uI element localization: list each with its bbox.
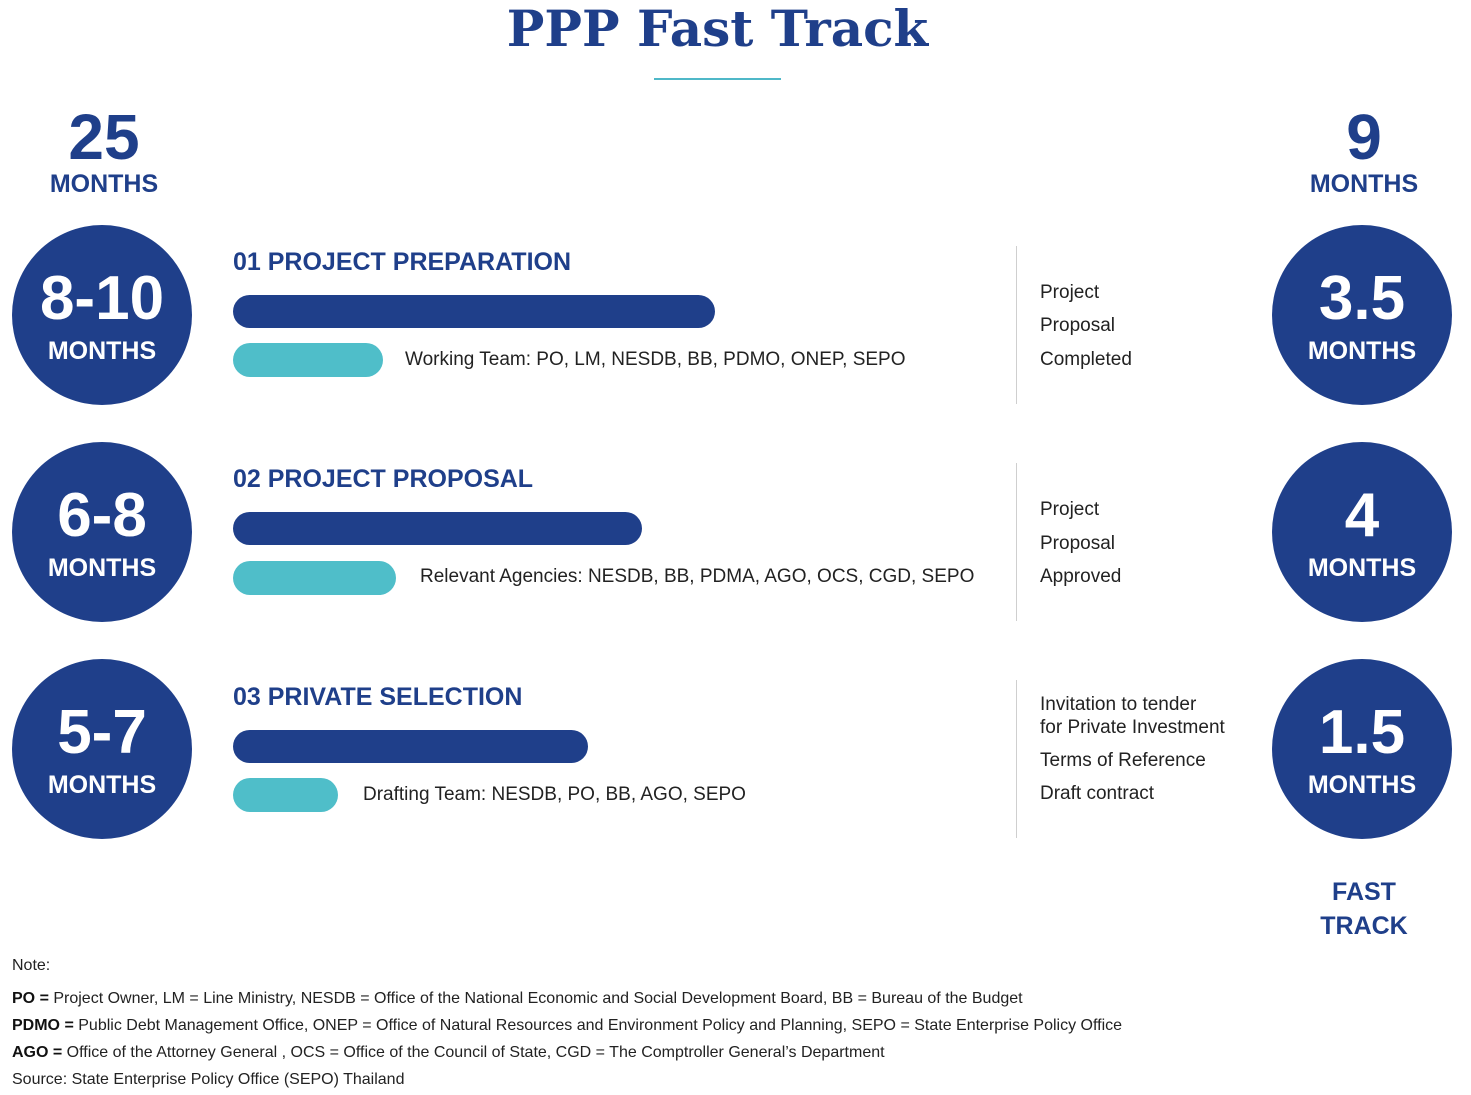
phase-1-standard-bar (233, 295, 715, 328)
phase-3-standard-unit: MONTHS (47, 771, 157, 799)
phase-1-output-2: Proposal (1040, 315, 1115, 336)
phase-1-output-3: Completed (1040, 349, 1132, 370)
note-line-2-key: PDMO = (12, 1017, 74, 1034)
note-line-2 (12, 1016, 1122, 1036)
phase-1-standard-unit: MONTHS (47, 337, 157, 365)
source-line: Source: State Enterprise Policy Office (SEPO) Thailand (12, 1071, 405, 1088)
standard-total (14, 101, 194, 198)
phase-2-fast-duration (1272, 442, 1452, 622)
phase-2-standard-unit: MONTHS (47, 554, 157, 582)
phase-3-fast-bar (233, 778, 338, 812)
phase-2-output-2: Proposal (1040, 533, 1115, 554)
note-line-3-key: AGO = (12, 1044, 63, 1061)
phase-1-divider (1016, 246, 1017, 404)
phase-3-output-1: Invitation to tender (1040, 694, 1197, 715)
fast-total-unit: MONTHS (1309, 170, 1419, 198)
note-line-3 (12, 1043, 885, 1063)
phase-3-output-3: Terms of Reference (1040, 750, 1206, 771)
phase-1-standard-value: 8-10 (39, 264, 165, 333)
phase-3-team: Drafting Team: NESDB, PO, BB, AGO, SEPO (363, 784, 746, 805)
title-underline (654, 78, 781, 80)
standard-total-unit: MONTHS (49, 170, 159, 198)
phase-2-standard-bar (233, 512, 642, 545)
fast-track-label-line-1: FAST (1332, 878, 1396, 906)
phase-1-fast-value: 3.5 (1318, 264, 1406, 333)
note-line-2-text: Public Debt Management Office, ONEP = Office of Natural Resources and Environment Policy and Planning, SEPO = State Enterprise Policy Office (73, 1017, 1123, 1034)
fast-track-label-line-2: TRACK (1320, 912, 1408, 940)
phase-3-standard-duration (12, 659, 192, 839)
phase-2-fast-value: 4 (1344, 481, 1380, 550)
phase-2-output-1: Project (1040, 499, 1100, 520)
phase-3-fast-duration (1272, 659, 1452, 839)
phase-3-divider (1016, 680, 1017, 838)
note-line-1-key: PO = (12, 990, 49, 1007)
phase-3-standard-value: 5-7 (57, 698, 147, 767)
phase-3-output-2: for Private Investment (1040, 717, 1225, 738)
phase-1-fast-bar (233, 343, 383, 377)
fast-total (1274, 101, 1454, 198)
phase-2-title: 02 PROJECT PROPOSAL (233, 465, 534, 493)
phase-2-output-3: Approved (1040, 566, 1122, 587)
phase-1-title: 01 PROJECT PREPARATION (233, 248, 572, 276)
note-heading: Note: (12, 957, 51, 974)
phase-3-fast-value: 1.5 (1318, 698, 1406, 767)
phase-1-team: Working Team: PO, LM, NESDB, BB, PDMO, ONEP, SEPO (405, 349, 906, 370)
phase-2-standard-value: 6-8 (57, 481, 147, 550)
note-line-1-text: Project Owner, LM = Line Ministry, NESDB = Office of the National Economic and Social Development Board, BB = Bureau of the Budget (48, 990, 1023, 1007)
phase-2-fast-unit: MONTHS (1307, 554, 1417, 582)
phase-2-standard-duration (12, 442, 192, 622)
standard-total-value: 25 (68, 101, 140, 173)
note-line-3-text: Office of the Attorney General , OCS = Office of the Council of State, CGD = The Comptroller General’s Department (62, 1044, 885, 1061)
phase-2-fast-bar (233, 561, 396, 595)
phase-1-fast-duration (1272, 225, 1452, 405)
phase-3-title: 03 PRIVATE SELECTION (233, 683, 523, 711)
fast-track-label (1274, 875, 1454, 943)
phase-1-standard-duration (12, 225, 192, 405)
phase-3-standard-bar (233, 730, 588, 763)
note-line-1 (12, 989, 1023, 1009)
phase-1-output-1: Project (1040, 282, 1100, 303)
fast-total-value: 9 (1346, 101, 1382, 173)
phase-3-output-4: Draft contract (1040, 783, 1155, 804)
phase-1-fast-unit: MONTHS (1307, 337, 1417, 365)
page-title: PPP Fast Track (506, 0, 929, 58)
phase-2-team: Relevant Agencies: NESDB, BB, PDMA, AGO, OCS, CGD, SEPO (420, 566, 975, 587)
phase-2-divider (1016, 463, 1017, 621)
phase-3-fast-unit: MONTHS (1307, 771, 1417, 799)
